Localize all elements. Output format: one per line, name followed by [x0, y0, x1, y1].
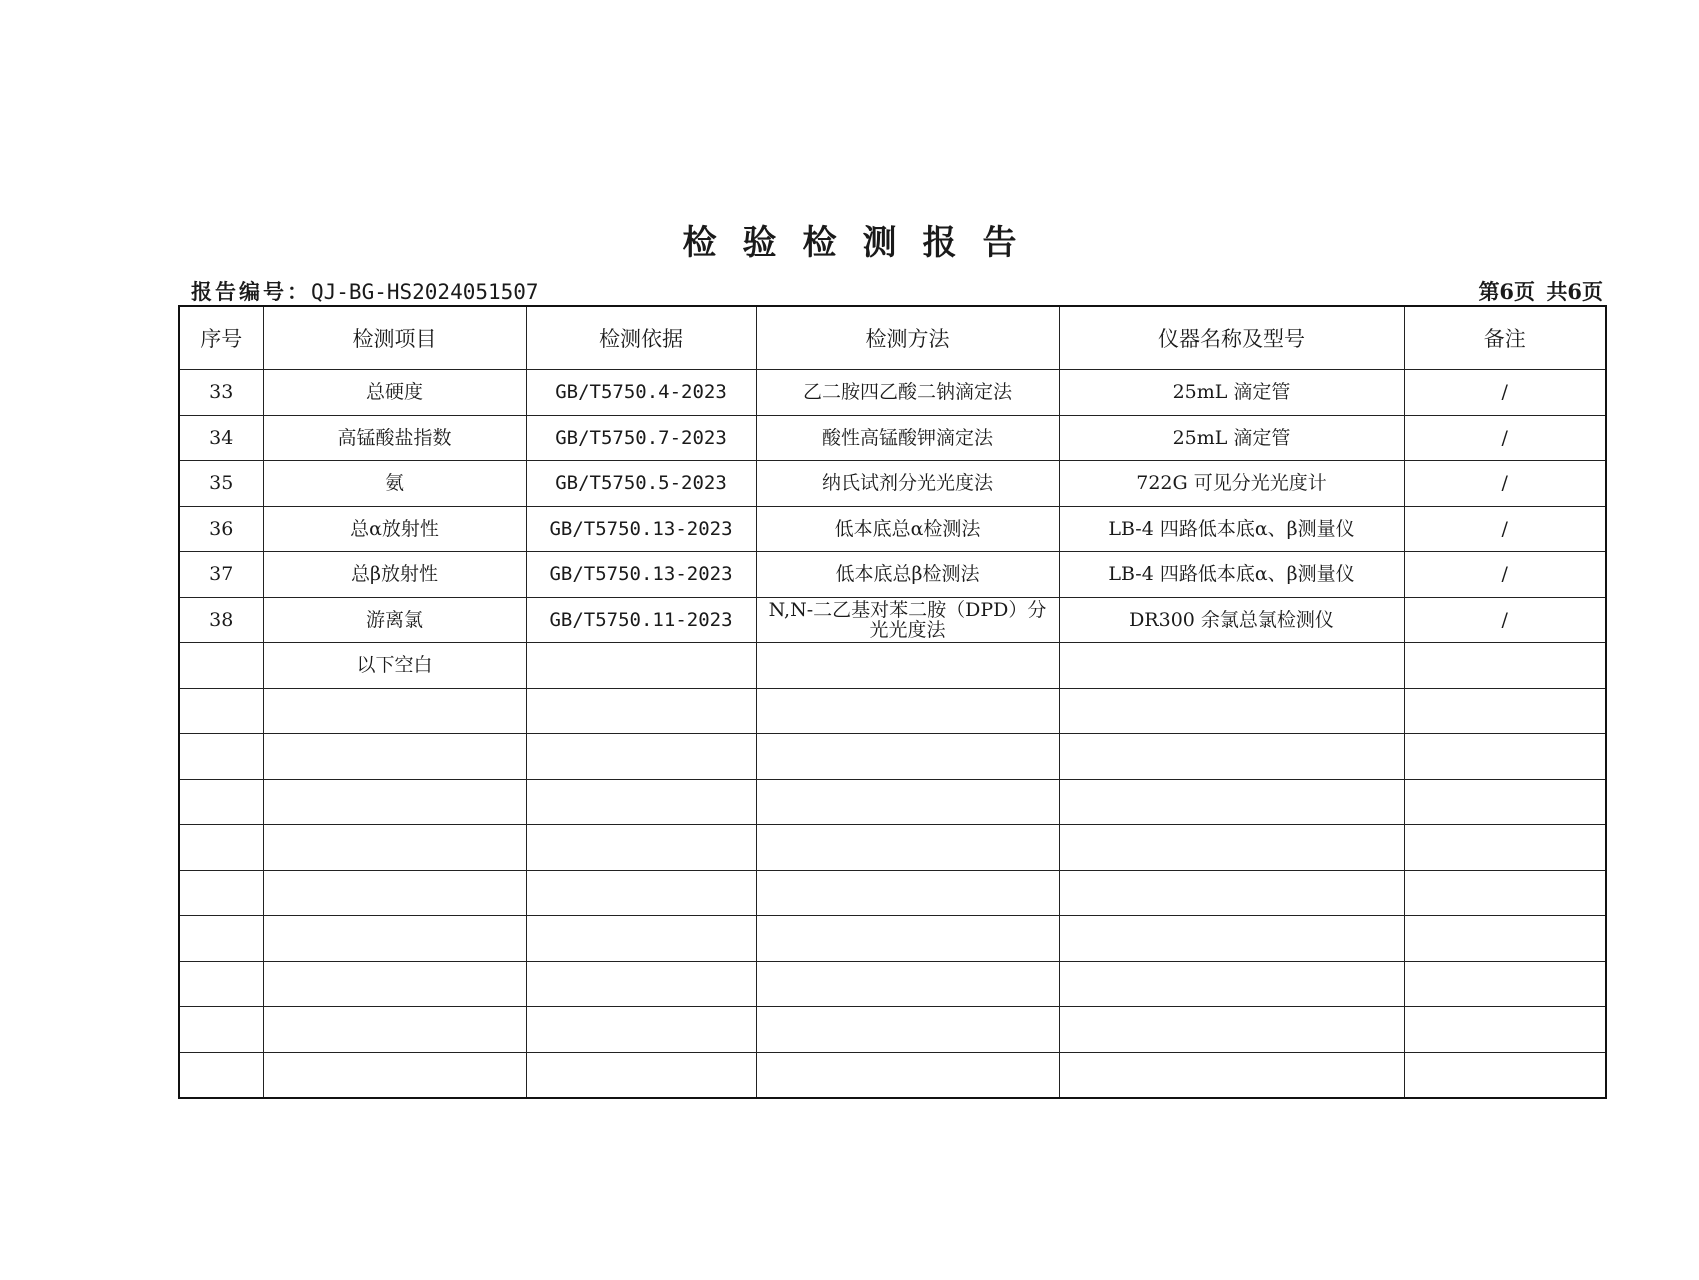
cell-test-basis: GB/T5750.13-2023: [526, 552, 756, 598]
header-test-method: 检测方法: [756, 306, 1059, 370]
cell-serial-no: [179, 1007, 263, 1053]
cell-serial-no: [179, 734, 263, 780]
table-row: [179, 961, 1606, 1007]
cell-remarks: [1404, 825, 1606, 871]
cell-test-basis: [526, 825, 756, 871]
cell-instrument: [1059, 643, 1404, 689]
table-row: [179, 779, 1606, 825]
cell-test-item: [263, 779, 526, 825]
cell-test-item: [263, 688, 526, 734]
cell-remarks: [1404, 643, 1606, 689]
cell-test-item: [263, 1052, 526, 1098]
cell-instrument: DR300 余氯总氯检测仪: [1059, 597, 1404, 643]
cell-test-method: [756, 688, 1059, 734]
cell-test-method: 低本底总β检测法: [756, 552, 1059, 598]
cell-test-item: [263, 825, 526, 871]
cell-serial-no: [179, 916, 263, 962]
cell-test-basis: GB/T5750.11-2023: [526, 597, 756, 643]
header-instrument: 仪器名称及型号: [1059, 306, 1404, 370]
cell-test-basis: [526, 1052, 756, 1098]
cell-test-item: [263, 870, 526, 916]
cell-test-method: [756, 961, 1059, 1007]
page-indicator: [1474, 276, 1603, 306]
cell-serial-no: 37: [179, 552, 263, 598]
header-remarks: 备注: [1404, 306, 1606, 370]
cell-test-method: [756, 779, 1059, 825]
cell-serial-no: [179, 825, 263, 871]
cell-instrument: [1059, 961, 1404, 1007]
report-title: 检验检测报告: [682, 223, 1043, 263]
cell-remarks: /: [1404, 597, 1606, 643]
cell-remarks: [1404, 734, 1606, 780]
cell-remarks: /: [1404, 461, 1606, 507]
cell-serial-no: [179, 688, 263, 734]
cell-test-basis: [526, 916, 756, 962]
cell-serial-no: [179, 1052, 263, 1098]
cell-instrument: [1059, 734, 1404, 780]
cell-test-basis: GB/T5750.7-2023: [526, 415, 756, 461]
cell-serial-no: 38: [179, 597, 263, 643]
table-row: [179, 916, 1606, 962]
cell-remarks: [1404, 1052, 1606, 1098]
cell-remarks: [1404, 870, 1606, 916]
cell-instrument: [1059, 870, 1404, 916]
cell-remarks: [1404, 1007, 1606, 1053]
cell-serial-no: 34: [179, 415, 263, 461]
cell-test-basis: [526, 1007, 756, 1053]
cell-test-basis: [526, 734, 756, 780]
cell-test-item: 总α放射性: [263, 506, 526, 552]
cell-instrument: 722G 可见分光光度计: [1059, 461, 1404, 507]
table-row: [179, 734, 1606, 780]
cell-test-method: 纳氏试剂分光光度法: [756, 461, 1059, 507]
cell-test-method: [756, 1007, 1059, 1053]
cell-test-item: [263, 1007, 526, 1053]
cell-test-method: [756, 734, 1059, 780]
cell-test-method: 酸性高锰酸钾滴定法: [756, 415, 1059, 461]
page-current: 第6页: [1478, 279, 1536, 304]
cell-test-method: [756, 825, 1059, 871]
cell-serial-no: 33: [179, 370, 263, 416]
cell-test-item: [263, 961, 526, 1007]
cell-test-item: [263, 916, 526, 962]
cell-test-method: 低本底总α检测法: [756, 506, 1059, 552]
cell-test-method: [756, 1052, 1059, 1098]
cell-test-basis: GB/T5750.5-2023: [526, 461, 756, 507]
cell-remarks: /: [1404, 506, 1606, 552]
cell-test-method: [756, 870, 1059, 916]
cell-serial-no: [179, 961, 263, 1007]
cell-instrument: LB-4 四路低本底α、β测量仪: [1059, 552, 1404, 598]
table-row: [179, 552, 1606, 598]
table-header-row: [179, 306, 1606, 370]
cell-test-item: 游离氯: [263, 597, 526, 643]
table-row: [179, 370, 1606, 416]
cell-test-basis: [526, 870, 756, 916]
table-row: [179, 825, 1606, 871]
cell-test-basis: [526, 779, 756, 825]
cell-test-basis: GB/T5750.4-2023: [526, 370, 756, 416]
results-table: [178, 305, 1607, 1099]
cell-serial-no: [179, 643, 263, 689]
cell-test-item: 氨: [263, 461, 526, 507]
report-number-value: QJ-BG-HS2024051507: [311, 280, 539, 304]
table-row: [179, 688, 1606, 734]
cell-test-item: [263, 734, 526, 780]
report-number: [191, 276, 539, 306]
cell-serial-no: [179, 779, 263, 825]
cell-instrument: 25mL 滴定管: [1059, 415, 1404, 461]
cell-instrument: [1059, 825, 1404, 871]
table-row: [179, 870, 1606, 916]
cell-serial-no: 35: [179, 461, 263, 507]
cell-instrument: [1059, 916, 1404, 962]
page-total: 共6页: [1546, 279, 1603, 304]
table-row: [179, 1052, 1606, 1098]
cell-serial-no: [179, 870, 263, 916]
table-row: [179, 461, 1606, 507]
cell-test-item: 以下空白: [263, 643, 526, 689]
cell-test-method: 乙二胺四乙酸二钠滴定法: [756, 370, 1059, 416]
cell-test-basis: GB/T5750.13-2023: [526, 506, 756, 552]
cell-instrument: LB-4 四路低本底α、β测量仪: [1059, 506, 1404, 552]
cell-remarks: /: [1404, 415, 1606, 461]
cell-instrument: 25mL 滴定管: [1059, 370, 1404, 416]
report-number-label: 报告编号：: [191, 279, 311, 304]
cell-instrument: [1059, 688, 1404, 734]
cell-remarks: [1404, 916, 1606, 962]
cell-test-item: 总硬度: [263, 370, 526, 416]
table-row: [179, 506, 1606, 552]
cell-test-basis: [526, 643, 756, 689]
cell-test-method: N,N-二乙基对苯二胺（DPD）分光光度法: [756, 597, 1059, 643]
cell-instrument: [1059, 779, 1404, 825]
cell-remarks: [1404, 779, 1606, 825]
cell-remarks: /: [1404, 552, 1606, 598]
cell-remarks: [1404, 961, 1606, 1007]
cell-test-item: 总β放射性: [263, 552, 526, 598]
table-row: [179, 1007, 1606, 1053]
cell-test-method: [756, 916, 1059, 962]
header-test-item: 检测项目: [263, 306, 526, 370]
cell-instrument: [1059, 1007, 1404, 1053]
header-serial-no: 序号: [179, 306, 263, 370]
header-test-basis: 检测依据: [526, 306, 756, 370]
cell-test-item: 高锰酸盐指数: [263, 415, 526, 461]
cell-remarks: /: [1404, 370, 1606, 416]
cell-serial-no: 36: [179, 506, 263, 552]
table-row: [179, 597, 1606, 643]
cell-test-method: [756, 643, 1059, 689]
table-row: [179, 415, 1606, 461]
cell-test-basis: [526, 961, 756, 1007]
cell-remarks: [1404, 688, 1606, 734]
table-row: [179, 643, 1606, 689]
cell-test-basis: [526, 688, 756, 734]
cell-instrument: [1059, 1052, 1404, 1098]
